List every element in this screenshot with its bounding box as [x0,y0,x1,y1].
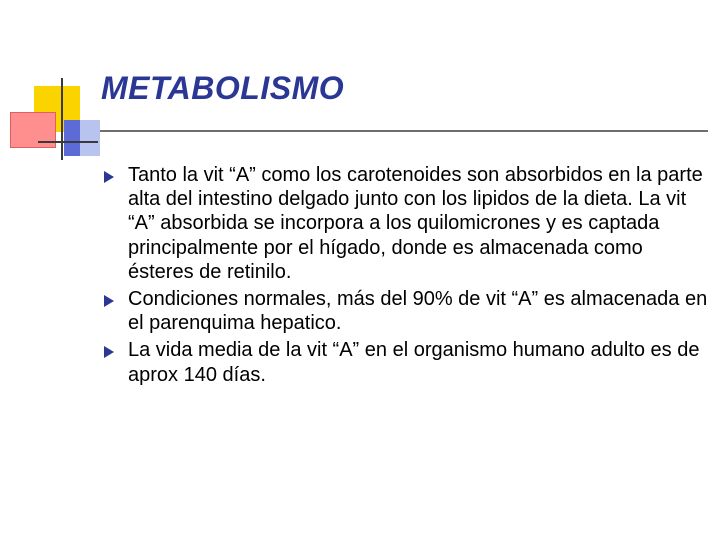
bullet-text: La vida media de la vit “A” en el organismo humano adulto es de aprox 140 días. [128,339,700,386]
bullet-item [100,287,710,335]
light-blue-square-shape [80,120,100,156]
triangle-bullet-icon [104,295,114,307]
slide-title: METABOLISMO [101,70,345,106]
triangle-bullet-icon [104,346,114,358]
bullet-list [100,163,710,390]
bullet-text: Tanto la vit “A” como los carotenoides son absorbidos en la parte alta del intestino delgado junto con los lipidos de la dieta. La vit “A” absorbida se incorpora a los quilomicrones y es captada principalmente por el hígado, donde es almacenada como ésteres de retinilo. [128,164,703,283]
bullet-text: Condiciones normales, más del 90% de vit “A” es almacenada en el parenquima hepatico. [128,288,708,335]
bullet-item [100,338,710,386]
short-horizontal-rule [38,141,98,143]
vertical-rule [61,78,63,160]
title-underline-divider [100,130,708,132]
triangle-bullet-icon [104,171,114,183]
bullet-item [100,163,710,284]
